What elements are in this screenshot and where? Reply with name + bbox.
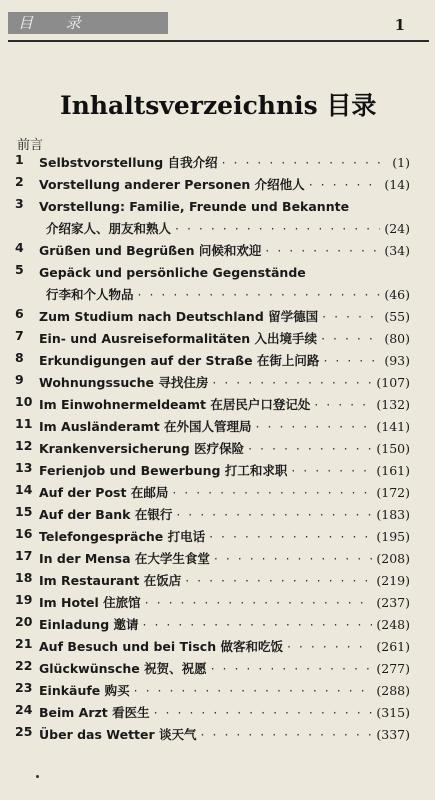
dot-leader bbox=[222, 152, 389, 174]
entry-number: 20 bbox=[15, 614, 33, 629]
entry-page: (288) bbox=[376, 683, 410, 698]
toc-entry[interactable] bbox=[15, 306, 410, 328]
preface-entry: 前言 bbox=[17, 138, 44, 153]
dot-leader bbox=[185, 570, 372, 592]
entry-title: Auf der Post 在邮局 bbox=[39, 485, 169, 500]
toc-entry[interactable] bbox=[15, 196, 410, 240]
page-title: Inhaltsverzeichnis 目录 bbox=[60, 91, 377, 120]
header-rule bbox=[8, 40, 429, 42]
entry-title: In der Mensa 在大学生食堂 bbox=[39, 551, 210, 566]
entry-title: Ein- und Ausreiseformalitäten 入出境手续 bbox=[39, 331, 318, 346]
dot-leader bbox=[134, 680, 373, 702]
entry-title: Glückwünsche 祝贺、祝愿 bbox=[39, 661, 207, 676]
entry-page: (46) bbox=[384, 287, 410, 302]
entry-page: (183) bbox=[376, 507, 410, 522]
toc-entry[interactable] bbox=[15, 350, 410, 372]
entry-title: Erkundigungen auf der Straße 在街上问路 bbox=[39, 353, 320, 368]
dot-leader bbox=[138, 284, 381, 306]
entry-page: (34) bbox=[384, 243, 410, 258]
table-of-contents bbox=[15, 152, 410, 746]
entry-title: Vorstellung anderer Personen 介绍他人 bbox=[39, 177, 305, 192]
entry-page: (107) bbox=[376, 375, 410, 390]
entry-number: 3 bbox=[15, 196, 24, 211]
section-label: 目 录 bbox=[8, 12, 168, 34]
entry-page: (55) bbox=[384, 309, 410, 324]
entry-page: (132) bbox=[376, 397, 410, 412]
entry-page: (1) bbox=[392, 155, 410, 170]
dot-leader bbox=[321, 328, 380, 350]
footer-mark bbox=[36, 775, 39, 778]
entry-number: 12 bbox=[15, 438, 33, 453]
entry-page: (24) bbox=[384, 221, 410, 236]
dot-leader bbox=[323, 350, 380, 372]
entry-number: 4 bbox=[15, 240, 24, 255]
dot-leader bbox=[143, 614, 373, 636]
dot-leader bbox=[291, 460, 372, 482]
entry-number: 8 bbox=[15, 350, 24, 365]
dot-leader bbox=[176, 504, 372, 526]
entry-page: (161) bbox=[376, 463, 410, 478]
entry-number: 25 bbox=[15, 724, 33, 739]
entry-page: (261) bbox=[376, 639, 410, 654]
dot-leader bbox=[212, 372, 372, 394]
dot-leader bbox=[154, 702, 373, 724]
entry-number: 6 bbox=[15, 306, 24, 321]
toc-entry[interactable] bbox=[15, 482, 410, 504]
entry-page: (219) bbox=[376, 573, 410, 588]
entry-number: 5 bbox=[15, 262, 24, 277]
entry-number: 23 bbox=[15, 680, 33, 695]
toc-entry[interactable] bbox=[15, 152, 410, 174]
toc-entry[interactable] bbox=[15, 592, 410, 614]
entry-page: (141) bbox=[376, 419, 410, 434]
entry-title: Im Restaurant 在饭店 bbox=[39, 573, 182, 588]
entry-title: Zum Studium nach Deutschland 留学德国 bbox=[39, 309, 319, 324]
dot-leader bbox=[175, 218, 380, 240]
entry-page: (80) bbox=[384, 331, 410, 346]
toc-entry[interactable] bbox=[15, 240, 410, 262]
entry-title: Auf der Bank 在银行 bbox=[39, 507, 173, 522]
entry-number: 1 bbox=[15, 152, 24, 167]
toc-entry[interactable] bbox=[15, 702, 410, 724]
toc-entry[interactable] bbox=[15, 680, 410, 702]
toc-entry[interactable] bbox=[15, 438, 410, 460]
toc-entry[interactable] bbox=[15, 526, 410, 548]
entry-title: 行李和个人物品 bbox=[46, 287, 134, 302]
toc-entry[interactable] bbox=[15, 636, 410, 658]
entry-page: (277) bbox=[376, 661, 410, 676]
entry-title: Gepäck und persönliche Gegenstände bbox=[39, 265, 306, 280]
dot-leader bbox=[314, 394, 372, 416]
toc-entry[interactable] bbox=[15, 548, 410, 570]
entry-number: 16 bbox=[15, 526, 33, 541]
toc-entry[interactable] bbox=[15, 614, 410, 636]
entry-title: Im Ausländeramt 在外国人管理局 bbox=[39, 419, 252, 434]
dot-leader bbox=[145, 592, 373, 614]
entry-number: 19 bbox=[15, 592, 33, 607]
toc-entry[interactable] bbox=[15, 724, 410, 746]
entry-title: Beim Arzt 看医生 bbox=[39, 705, 150, 720]
entry-number: 2 bbox=[15, 174, 24, 189]
entry-page: (208) bbox=[376, 551, 410, 566]
entry-page: (150) bbox=[376, 441, 410, 456]
entry-title: Über das Wetter 谈天气 bbox=[39, 727, 197, 742]
dot-leader bbox=[211, 658, 373, 680]
toc-entry[interactable] bbox=[15, 504, 410, 526]
entry-title: Auf Besuch und bei Tisch 做客和吃饭 bbox=[39, 639, 283, 654]
entry-number: 11 bbox=[15, 416, 33, 431]
dot-leader bbox=[209, 526, 372, 548]
entry-page: (195) bbox=[376, 529, 410, 544]
dot-leader bbox=[309, 174, 381, 196]
dot-leader bbox=[265, 240, 380, 262]
entry-title: Telefongespräche 打电话 bbox=[39, 529, 206, 544]
entry-title: Grüßen und Begrüßen 问候和欢迎 bbox=[39, 243, 262, 258]
dot-leader bbox=[172, 482, 372, 504]
toc-entry[interactable] bbox=[15, 416, 410, 438]
entry-number: 18 bbox=[15, 570, 33, 585]
dot-leader bbox=[256, 416, 373, 438]
toc-entry[interactable] bbox=[15, 328, 410, 350]
entry-title: Vorstellung: Familie, Freunde und Bekannte bbox=[39, 199, 350, 214]
entry-page: (315) bbox=[376, 705, 410, 720]
entry-number: 7 bbox=[15, 328, 24, 343]
entry-number: 24 bbox=[15, 702, 33, 717]
entry-title: Einkäufe 购买 bbox=[39, 683, 130, 698]
entry-page: (337) bbox=[376, 727, 410, 742]
entry-title: Wohnungssuche 寻找住房 bbox=[39, 375, 209, 390]
entry-title: Einladung 邀请 bbox=[39, 617, 139, 632]
dot-leader bbox=[201, 724, 373, 746]
entry-number: 17 bbox=[15, 548, 33, 563]
toc-entry[interactable] bbox=[15, 372, 410, 394]
toc-entry[interactable] bbox=[15, 460, 410, 482]
entry-number: 15 bbox=[15, 504, 33, 519]
entry-number: 13 bbox=[15, 460, 33, 475]
entry-page: (248) bbox=[376, 617, 410, 632]
page-number: 1 bbox=[394, 16, 405, 34]
entry-title: Im Hotel 住旅馆 bbox=[39, 595, 141, 610]
entry-number: 14 bbox=[15, 482, 33, 497]
toc-entry[interactable] bbox=[15, 174, 410, 196]
entry-page: (93) bbox=[384, 353, 410, 368]
dot-leader bbox=[322, 306, 380, 328]
entry-page: (172) bbox=[376, 485, 410, 500]
toc-entry[interactable] bbox=[15, 658, 410, 680]
dot-leader bbox=[214, 548, 372, 570]
entry-number: 22 bbox=[15, 658, 33, 673]
entry-number: 10 bbox=[15, 394, 33, 409]
entry-number: 21 bbox=[15, 636, 33, 651]
entry-page: (14) bbox=[384, 177, 410, 192]
toc-entry[interactable] bbox=[15, 394, 410, 416]
entry-title: Selbstvorstellung 自我介绍 bbox=[39, 155, 218, 170]
dot-leader bbox=[287, 636, 372, 658]
entry-page: (237) bbox=[376, 595, 410, 610]
entry-title: Im Einwohnermeldeamt 在居民户口登记处 bbox=[39, 397, 311, 412]
entry-title: 介绍家人、朋友和熟人 bbox=[46, 221, 172, 236]
running-header bbox=[0, 0, 435, 40]
toc-entry[interactable] bbox=[15, 262, 410, 306]
entry-number: 9 bbox=[15, 372, 24, 387]
toc-entry[interactable] bbox=[15, 570, 410, 592]
entry-title: Krankenversicherung 医疗保险 bbox=[39, 441, 245, 456]
entry-title: Ferienjob und Bewerbung 打工和求职 bbox=[39, 463, 288, 478]
dot-leader bbox=[248, 438, 372, 460]
